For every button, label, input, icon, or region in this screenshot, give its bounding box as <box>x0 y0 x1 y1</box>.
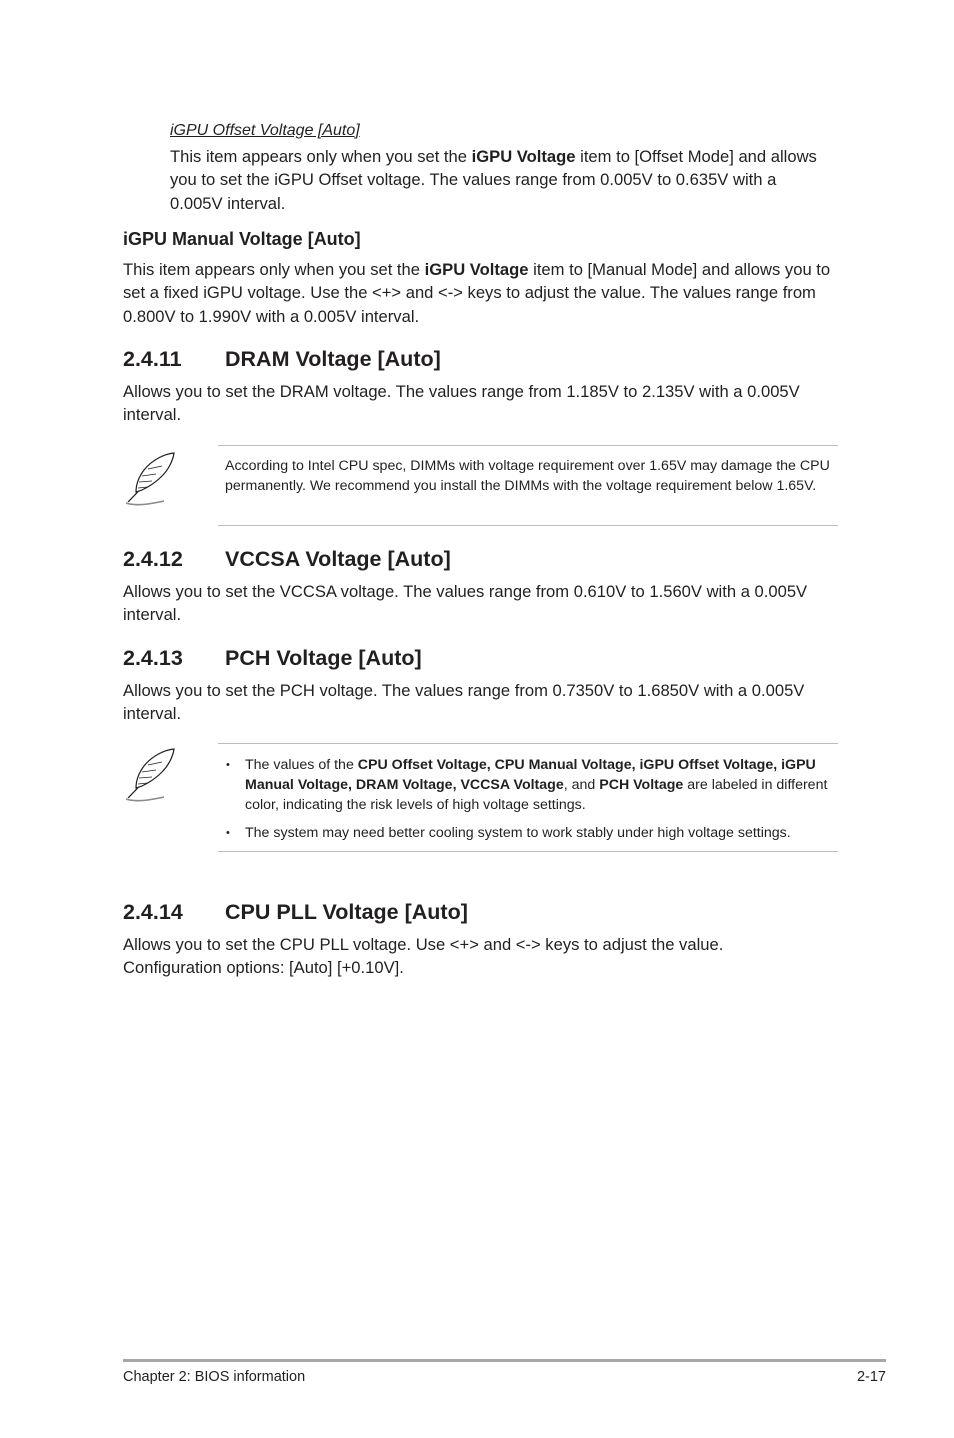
section-number: 2.4.12 <box>123 547 183 571</box>
cpu-pll-heading <box>123 899 468 925</box>
note-1-text: According to Intel CPU spec, DIMMs with voltage requirement over 1.65V may damage the CPU permanently. We recommend you install the DIMMs with the voltage requirement below 1.65V. <box>225 458 830 495</box>
igpu-offset-title: iGPU Offset Voltage [Auto] <box>170 122 360 139</box>
note-bottom-divider <box>218 851 838 852</box>
feather-pen-icon <box>122 450 180 508</box>
vccsa-description: Allows you to set the VCCSA voltage. The values range from 0.610V to 1.560V with a 0.005V interval. <box>123 582 808 625</box>
list-item: • The system may need better cooling system to work stably under high voltage settings. <box>226 823 840 843</box>
text-run: item to [Manual Mode] and allows you to set a fixed iGPU voltage. Use the <+> and <-> keys to adjust the value. The values range from 0.800V to 1.990V with a 0.005V interval. <box>123 260 831 326</box>
text-run: are labeled in different color, indicating the risk levels of high voltage settings. <box>245 777 828 814</box>
feather-pen-icon <box>122 746 180 804</box>
cpu-pll-description: Allows you to set the CPU PLL voltage. Use <+> and <-> keys to adjust the value. <box>123 935 724 954</box>
pch-heading <box>123 645 422 671</box>
igpu-manual-title: iGPU Manual Voltage [Auto] <box>123 229 361 249</box>
section-number: 2.4.14 <box>123 900 183 924</box>
dram-heading <box>123 346 441 372</box>
bold-term: PCH Voltage <box>599 777 684 794</box>
section-number: 2.4.11 <box>123 347 182 371</box>
vccsa-heading <box>123 546 451 572</box>
section-title: CPU PLL Voltage [Auto] <box>225 900 468 924</box>
note-top-divider <box>218 743 838 744</box>
note-2-bullets <box>226 755 840 850</box>
section-number: 2.4.13 <box>123 646 183 670</box>
text-run: This item appears only when you set the <box>170 147 472 166</box>
text-run: This item appears only when you set the <box>123 260 425 279</box>
section-title: PCH Voltage [Auto] <box>225 646 422 670</box>
bold-term: iGPU Voltage <box>471 147 576 166</box>
bold-term: CPU Offset Voltage, CPU Manual Voltage, iGPU Offset Voltage, iGPU Manual Voltage, DRAM Voltage, VCCSA Voltage <box>245 757 816 794</box>
footer-chapter: Chapter 2: BIOS information <box>123 1369 306 1385</box>
note-bottom-divider <box>218 525 838 526</box>
igpu-offset-description <box>170 145 830 215</box>
section-title: VCCSA Voltage [Auto] <box>225 547 451 571</box>
text-run: The values of the <box>245 757 358 773</box>
list-item <box>226 755 840 816</box>
cpu-pll-options: Configuration options: [Auto] [+0.10V]. <box>123 958 404 977</box>
text-run: , and <box>563 777 600 794</box>
pch-description: Allows you to set the PCH voltage. The values range from 0.7350V to 1.6850V with a 0.005V interval. <box>123 681 805 724</box>
note-top-divider <box>218 445 838 446</box>
igpu-manual-description <box>123 258 835 328</box>
footer-divider <box>123 1359 886 1362</box>
section-title: DRAM Voltage [Auto] <box>225 347 441 371</box>
page-number: 2-17 <box>856 1369 886 1385</box>
dram-description: Allows you to set the DRAM voltage. The values range from 1.185V to 2.135V with a 0.005V interval. <box>123 382 800 425</box>
bold-term: iGPU Voltage <box>424 260 529 279</box>
text-run: item to [Offset Mode] and allows you to set the iGPU Offset voltage. The values range from 0.005V to 0.635V with a 0.005V interval. <box>170 147 817 213</box>
